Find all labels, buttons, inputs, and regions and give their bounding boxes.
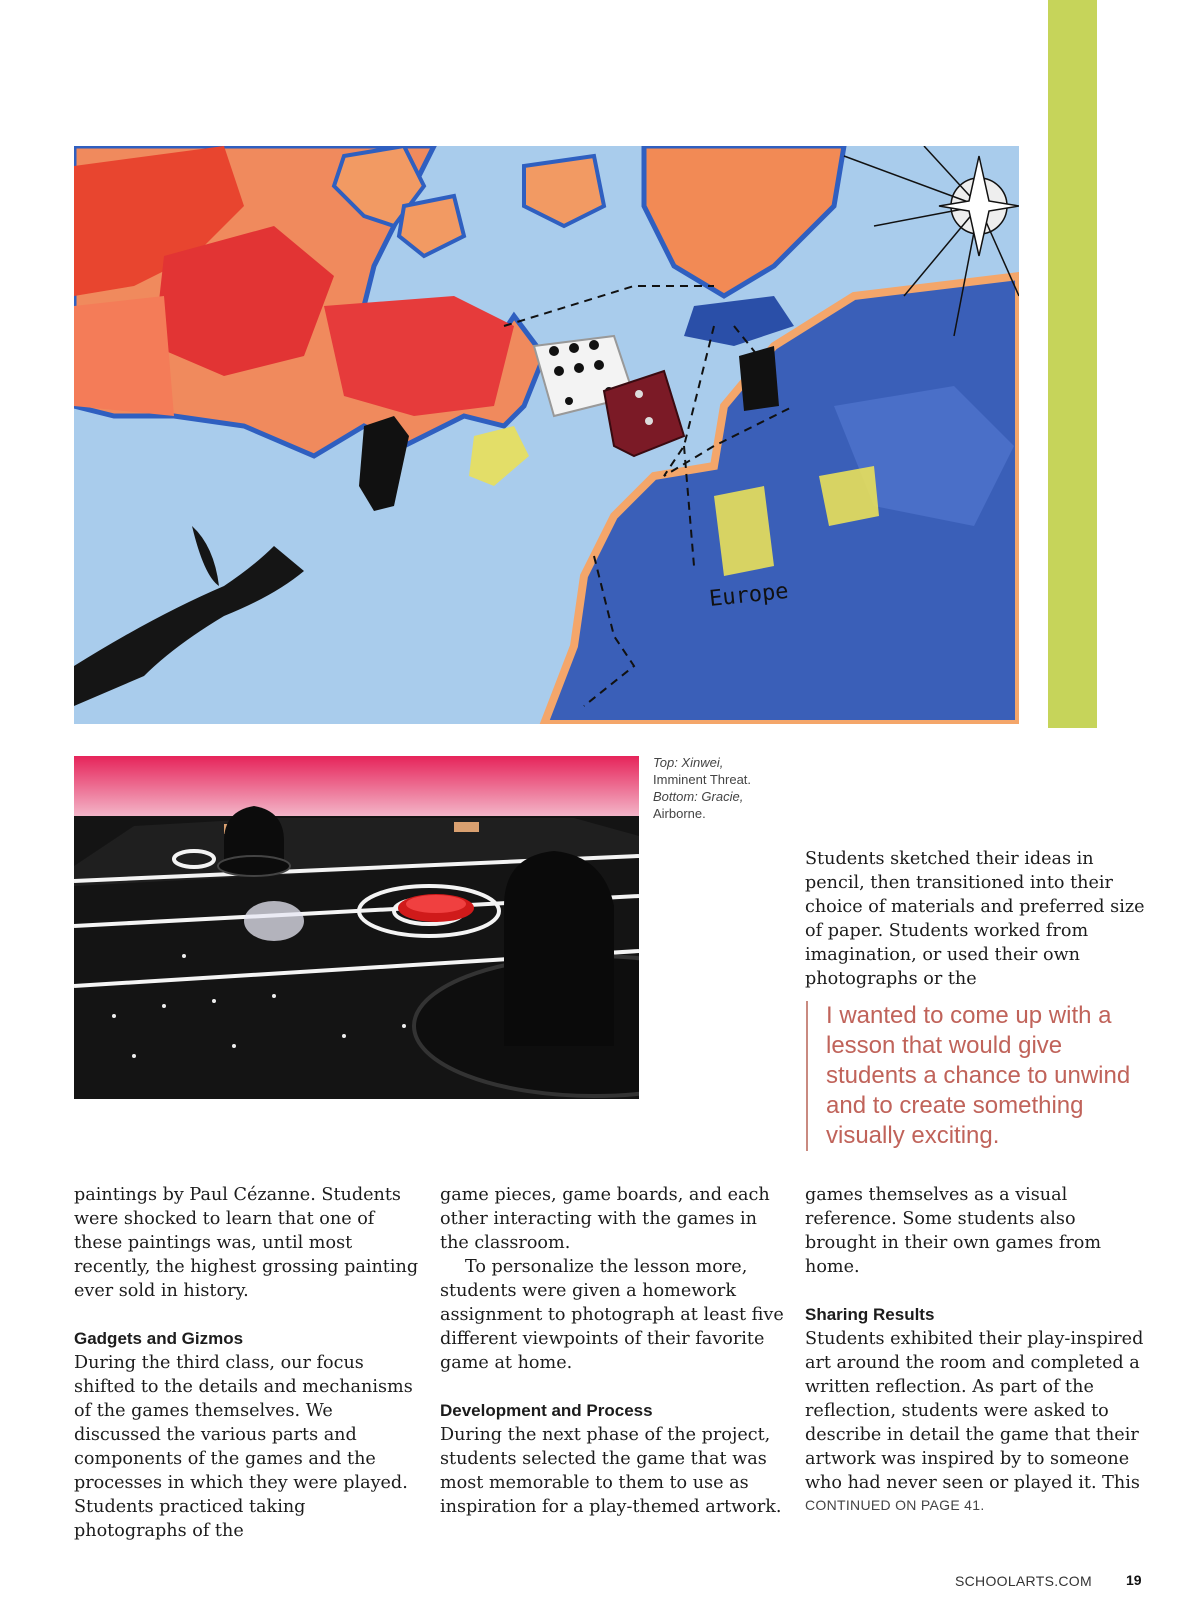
text-column-1 bbox=[74, 1183, 419, 1543]
continued-note: CONTINUED ON PAGE 41. bbox=[805, 1497, 985, 1513]
heading-gadgets-and-gizmos: Gadgets and Gizmos bbox=[74, 1329, 244, 1348]
footer-site: SCHOOLARTS.COM bbox=[955, 1573, 1092, 1589]
photo-caption bbox=[653, 754, 813, 822]
text-column-2 bbox=[440, 1183, 785, 1519]
col2-paragraph-2: To personalize the lesson more, students were given a homework assignment to photograph at least five different viewpoints of their favorite game at home. bbox=[440, 1257, 784, 1373]
intro-text-column bbox=[805, 847, 1155, 991]
intro-paragraph: Students sketched their ideas in pencil, then transitioned into their choice of materials and preferred size of paper. Students worked from imagination, or used their own photographs or the bbox=[805, 849, 1145, 989]
text-column-3 bbox=[805, 1183, 1150, 1495]
col1-paragraph-1: paintings by Paul Cézanne. Students were shocked to learn that one of these paintings was, until most recently, the highest grossing painting ever sold in history. bbox=[74, 1185, 419, 1301]
col2-paragraph-1: game pieces, game boards, and each other interacting with the games in the classroom. bbox=[440, 1185, 770, 1253]
map-label: Europe bbox=[708, 578, 790, 612]
heading-sharing-results: Sharing Results bbox=[805, 1305, 935, 1324]
col3-paragraph-2: Students exhibited their play-inspired art around the room and completed a written reflection. As part of the reflection, students were asked to describe in detail the game that their artwork was inspired by to someone who had never seen or played it. This bbox=[805, 1329, 1144, 1493]
col1-paragraph-2: During the third class, our focus shifted to the details and mechanisms of the games themselves. We discussed the various parts and components of the games and the processes in which they were played. Students practiced taking photographs of the bbox=[74, 1353, 413, 1541]
accent-bar bbox=[1048, 0, 1097, 728]
col3-paragraph-1: games themselves as a visual reference. Some students also brought in their own games from home. bbox=[805, 1185, 1102, 1277]
page-number: 19 bbox=[1126, 1572, 1142, 1588]
top-artwork-photo bbox=[74, 146, 1019, 724]
caption-top-artist: Top: Xinwei, bbox=[653, 755, 724, 770]
pull-quote: I wanted to come up with a lesson that would give students a chance to unwind and to create something visually exciting. bbox=[806, 1001, 1156, 1151]
heading-development-and-process: Development and Process bbox=[440, 1401, 653, 1420]
caption-top-title: Imminent Threat. bbox=[653, 772, 752, 787]
caption-bottom-title: Airborne. bbox=[653, 806, 706, 821]
caption-bottom-artist: Bottom: Gracie, bbox=[653, 789, 744, 804]
col2-paragraph-3: During the next phase of the project, students selected the game that was most memorable to them to use as inspiration for a play-themed artwork. bbox=[440, 1425, 782, 1517]
bottom-artwork-photo bbox=[74, 756, 639, 1099]
